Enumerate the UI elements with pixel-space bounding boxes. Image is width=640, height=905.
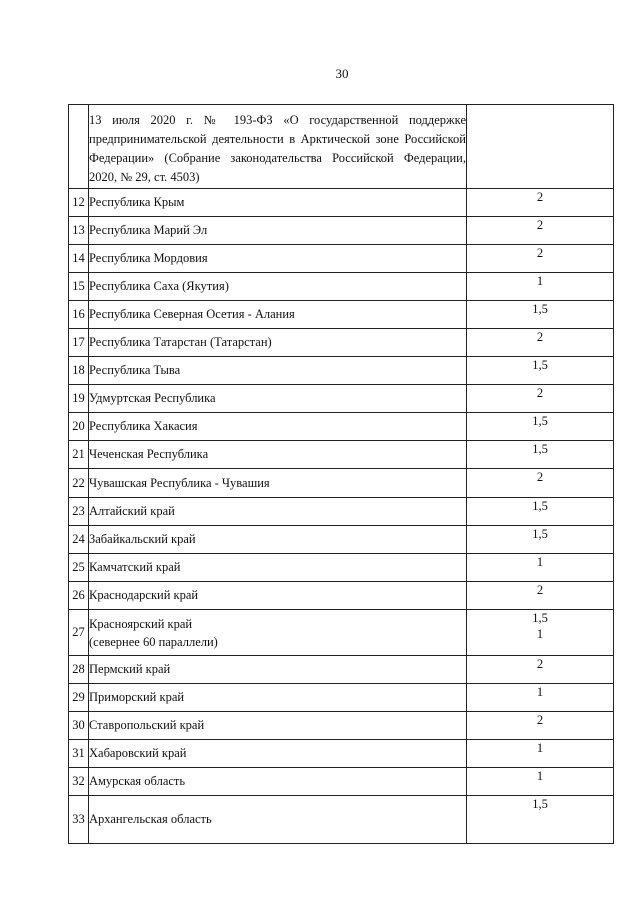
table-row — [69, 245, 614, 273]
row-number: 30 — [69, 712, 89, 740]
coefficient-value: 1,5 — [467, 526, 614, 554]
table-row — [69, 329, 614, 357]
row-number: 13 — [69, 217, 89, 245]
row-number: 32 — [69, 768, 89, 796]
table-row — [69, 684, 614, 712]
row-number: 31 — [69, 740, 89, 768]
table-row — [69, 189, 614, 217]
coefficient-value: 2 — [467, 469, 614, 498]
region-name: Пермский край — [89, 656, 467, 684]
table-row — [69, 301, 614, 329]
table-row — [69, 656, 614, 684]
row-number: 25 — [69, 554, 89, 582]
region-name — [89, 610, 467, 656]
coefficient-value: 2 — [467, 329, 614, 357]
coefficient-value: 2 — [467, 385, 614, 413]
table-row — [69, 610, 614, 656]
coefficient-value: 2 — [467, 217, 614, 245]
table-row — [69, 582, 614, 610]
row-number: 18 — [69, 357, 89, 385]
region-name: Республика Татарстан (Татарстан) — [89, 329, 467, 357]
region-name: Ставропольский край — [89, 712, 467, 740]
coefficient-value: 1,5 — [467, 301, 614, 329]
row-number: 16 — [69, 301, 89, 329]
table-row — [69, 796, 614, 844]
region-name: Республика Саха (Якутия) — [89, 273, 467, 301]
table-row — [69, 768, 614, 796]
row-number: 29 — [69, 684, 89, 712]
regions-table — [68, 104, 614, 844]
region-name: Камчатский край — [89, 554, 467, 582]
region-name: Чеченская Республика — [89, 441, 467, 469]
row-number-cell — [69, 105, 89, 189]
coefficient-value: 2 — [467, 656, 614, 684]
region-name: Республика Северная Осетия - Алания — [89, 301, 467, 329]
row-number: 17 — [69, 329, 89, 357]
row-number: 28 — [69, 656, 89, 684]
table-row — [69, 554, 614, 582]
coefficient-value: 1 — [467, 684, 614, 712]
region-name-line: Красноярский край — [89, 616, 193, 631]
coefficient-value: 1,5 — [467, 413, 614, 441]
table-row — [69, 712, 614, 740]
coefficient-value: 1 — [467, 740, 614, 768]
region-name: Республика Мордовия — [89, 245, 467, 273]
row-number: 23 — [69, 498, 89, 526]
region-name: Хабаровский край — [89, 740, 467, 768]
continuation-row — [69, 105, 614, 189]
coefficient-value: 1,5 — [467, 357, 614, 385]
table-row — [69, 385, 614, 413]
region-name: Краснодарский край — [89, 582, 467, 610]
table-row — [69, 357, 614, 385]
coefficient-value-line: 1,5 — [532, 611, 548, 625]
coefficient-value: 1,5 — [467, 498, 614, 526]
table-row — [69, 469, 614, 498]
region-name: Архангельская область — [89, 796, 467, 844]
table-row — [69, 441, 614, 469]
row-number: 12 — [69, 189, 89, 217]
region-name-note: (севернее 60 параллели) — [89, 634, 218, 649]
table-row — [69, 498, 614, 526]
coefficient-value: 1 — [467, 273, 614, 301]
region-name: Приморский край — [89, 684, 467, 712]
region-name: Республика Тыва — [89, 357, 467, 385]
table-row — [69, 526, 614, 554]
table-row — [69, 273, 614, 301]
region-name: Алтайский край — [89, 498, 467, 526]
coefficient-value: 2 — [467, 712, 614, 740]
row-number: 24 — [69, 526, 89, 554]
coefficient-value — [467, 610, 614, 656]
row-number: 22 — [69, 469, 89, 498]
table-row — [69, 740, 614, 768]
row-number: 20 — [69, 413, 89, 441]
row-number: 15 — [69, 273, 89, 301]
row-number: 26 — [69, 582, 89, 610]
coefficient-value: 2 — [467, 189, 614, 217]
table-row — [69, 217, 614, 245]
region-name: Амурская область — [89, 768, 467, 796]
coefficient-value: 1,5 — [467, 796, 614, 844]
coefficient-value: 2 — [467, 582, 614, 610]
row-number: 14 — [69, 245, 89, 273]
page-number: 30 — [335, 66, 349, 81]
row-number: 21 — [69, 441, 89, 469]
region-name: Республика Марий Эл — [89, 217, 467, 245]
region-name: Чувашская Республика - Чувашия — [89, 469, 467, 498]
region-name: Республика Крым — [89, 189, 467, 217]
row-number: 27 — [69, 610, 89, 656]
row-number: 33 — [69, 796, 89, 844]
coefficient-value-note: 1 — [536, 627, 544, 641]
table-row — [69, 413, 614, 441]
row-number: 19 — [69, 385, 89, 413]
coefficient-value: 1,5 — [467, 441, 614, 469]
region-name: Республика Хакасия — [89, 413, 467, 441]
region-name: Забайкальский край — [89, 526, 467, 554]
region-name: Удмуртская Республика — [89, 385, 467, 413]
coefficient-value: 1 — [467, 554, 614, 582]
coefficient-value: 2 — [467, 245, 614, 273]
law-reference-text: 13 июля 2020 г. № 193-ФЗ «О государственной поддержке предпринимательской деятельности в Арктической зоне Российской Федерации» (Собрание законодательства Российской Федерации, 2020, № 29, ст. 4503) — [89, 105, 467, 189]
coefficient-value: 1 — [467, 768, 614, 796]
value-cell — [467, 105, 614, 189]
